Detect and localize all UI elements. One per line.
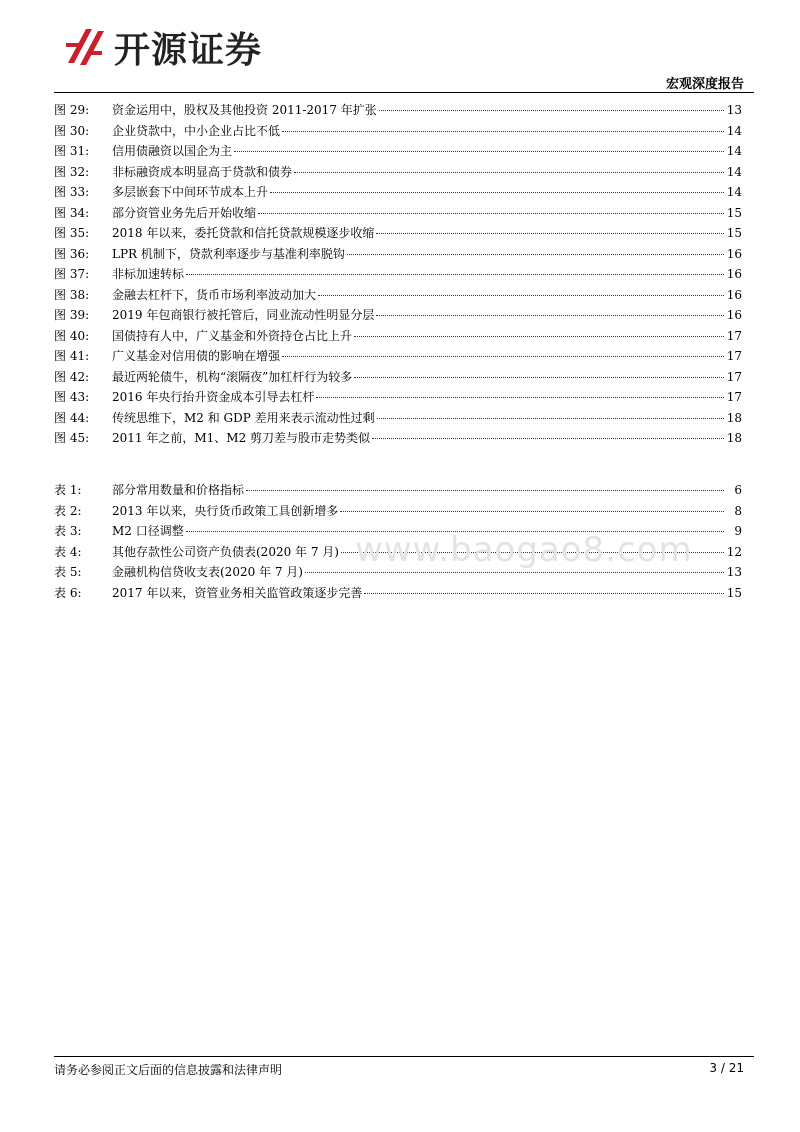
toc-entry-label: 图 31: bbox=[54, 144, 90, 158]
toc-entry-title: 非标加速转标 bbox=[112, 267, 185, 281]
toc-entry-page: 14 bbox=[726, 185, 742, 199]
toc-entry-page: 16 bbox=[726, 308, 742, 322]
toc-entry-page: 17 bbox=[726, 349, 742, 363]
toc-entry-page: 16 bbox=[726, 246, 742, 261]
toc-dot-leader bbox=[186, 274, 724, 275]
toc-entry-label: 图 44: bbox=[54, 410, 90, 425]
toc-entry-label: 图 29: bbox=[54, 103, 90, 117]
toc-entry-title: 信用债融资以国企为主 bbox=[112, 144, 233, 158]
toc-entry-page: 14 bbox=[726, 123, 742, 138]
toc-entry-page: 13 bbox=[726, 103, 742, 117]
toc-entry-title: 广义基金对信用债的影响在增强 bbox=[112, 349, 281, 363]
toc-entry-title: 2013 年以来，央行货币政策工具创新增多 bbox=[112, 503, 339, 518]
toc-entry-label: 表 1: bbox=[54, 483, 82, 497]
toc-dot-leader bbox=[340, 511, 724, 512]
toc-entry-page: 18 bbox=[726, 431, 742, 445]
toc-entry-page: 16 bbox=[726, 287, 742, 302]
toc-entry-title: 部分常用数量和价格指标 bbox=[112, 483, 245, 497]
figure-toc-entry[interactable] bbox=[54, 122, 742, 143]
figure-toc-entry[interactable] bbox=[54, 306, 742, 327]
figure-toc-entry[interactable] bbox=[54, 245, 742, 266]
figure-toc-entry[interactable] bbox=[54, 388, 742, 409]
figure-toc-entry[interactable] bbox=[54, 286, 742, 307]
toc-entry-label: 图 33: bbox=[54, 185, 90, 199]
toc-entry-label: 图 38: bbox=[54, 287, 90, 302]
toc-dot-leader bbox=[234, 151, 724, 152]
toc-entry-label: 表 3: bbox=[54, 524, 82, 538]
brand-logo bbox=[64, 22, 262, 72]
toc-entry-label: 图 39: bbox=[54, 308, 90, 322]
toc-entry-title: 2017 年以来，资管业务相关监管政策逐步完善 bbox=[112, 585, 363, 600]
toc-entry-title: 2019 年包商银行被托管后，同业流动性明显分层 bbox=[112, 308, 375, 322]
toc-entry-title: 最近两轮债牛，机构“滚隔夜”加杠杆行为较多 bbox=[112, 369, 353, 384]
toc-entry-title: 2011 年之前，M1、M2 剪刀差与股市走势类似 bbox=[112, 431, 371, 445]
toc-dot-leader bbox=[372, 438, 724, 439]
toc-entry-page: 17 bbox=[726, 328, 742, 343]
toc-entry-page: 15 bbox=[726, 585, 742, 600]
toc-entry-label: 图 37: bbox=[54, 267, 90, 281]
toc-dot-leader bbox=[364, 593, 724, 594]
toc-entry-label: 图 43: bbox=[54, 390, 90, 404]
toc-dot-leader bbox=[376, 315, 724, 316]
toc-entry-page: 13 bbox=[726, 565, 742, 579]
figure-toc-entry[interactable] bbox=[54, 368, 742, 389]
toc-dot-leader bbox=[258, 213, 724, 214]
toc-entry-label: 图 36: bbox=[54, 246, 90, 261]
toc-entry-title: M2 口径调整 bbox=[112, 524, 184, 538]
figure-toc-entry[interactable] bbox=[54, 347, 742, 368]
toc-entry-label: 表 5: bbox=[54, 565, 82, 579]
page-header bbox=[0, 0, 800, 95]
footer-divider bbox=[54, 1056, 754, 1057]
toc-entry-page: 8 bbox=[734, 503, 742, 518]
toc-entry-page: 18 bbox=[726, 410, 742, 425]
toc-dot-leader bbox=[246, 490, 724, 491]
toc-entry-title: 传统思维下，M2 和 GDP 差用来表示流动性过剩 bbox=[112, 410, 375, 425]
figure-toc-entry[interactable] bbox=[54, 224, 742, 245]
toc-entry-title: 其他存款性公司资产负债表(2020 年 7 月) bbox=[112, 544, 339, 559]
toc-entry-label: 图 30: bbox=[54, 123, 90, 138]
figure-toc-entry[interactable] bbox=[54, 142, 742, 163]
figure-toc-entry[interactable] bbox=[54, 163, 742, 184]
watermark: www.baogao8.com bbox=[355, 530, 693, 570]
figure-toc-entry[interactable] bbox=[54, 429, 742, 450]
toc-entry-title: 企业贷款中，中小企业占比不低 bbox=[112, 123, 281, 138]
toc-entry-page: 17 bbox=[726, 390, 742, 404]
toc-entry-page: 15 bbox=[726, 205, 742, 220]
toc-entry-title: 2016 年央行抬升资金成本引导去杠杆 bbox=[112, 390, 315, 404]
toc-entry-label: 表 4: bbox=[54, 544, 82, 559]
toc-entry-label: 图 35: bbox=[54, 226, 90, 240]
toc-dot-leader bbox=[379, 110, 724, 111]
toc-entry-title: 金融机构信贷收支表(2020 年 7 月) bbox=[112, 565, 303, 579]
toc-entry-title: 部分资管业务先后开始收缩 bbox=[112, 205, 257, 220]
table-toc-entry[interactable] bbox=[54, 481, 742, 502]
toc-dot-leader bbox=[318, 295, 724, 296]
figure-toc-entry[interactable] bbox=[54, 204, 742, 225]
toc-entry-title: 国债持有人中，广义基金和外资持仓占比上升 bbox=[112, 328, 353, 343]
toc-entry-title: LPR 机制下，贷款利率逐步与基准利率脱钩 bbox=[112, 246, 345, 261]
toc-dot-leader bbox=[354, 377, 724, 378]
kaiyuan-logo-icon bbox=[64, 23, 106, 71]
header-divider bbox=[54, 92, 754, 93]
toc-dot-leader bbox=[282, 131, 724, 132]
toc-entry-label: 表 6: bbox=[54, 585, 82, 600]
toc-entry-label: 图 40: bbox=[54, 328, 90, 343]
toc-entry-title: 多层嵌套下中间环节成本上升 bbox=[112, 185, 269, 199]
toc-dot-leader bbox=[347, 254, 724, 255]
figure-list bbox=[54, 101, 742, 450]
page-number: 3 / 21 bbox=[709, 1061, 744, 1075]
toc-entry-page: 6 bbox=[734, 483, 742, 497]
toc-entry-title: 资金运用中，股权及其他投资 2011-2017 年扩张 bbox=[112, 103, 377, 117]
footer-disclaimer: 请务必参阅正文后面的信息披露和法律声明 bbox=[54, 1063, 283, 1077]
toc-entry-label: 图 41: bbox=[54, 349, 90, 363]
toc-dot-leader bbox=[377, 418, 724, 419]
toc-entry-label: 图 34: bbox=[54, 205, 90, 220]
toc-entry-title: 2018 年以来，委托贷款和信托贷款规模逐步收缩 bbox=[112, 226, 375, 240]
toc-dot-leader bbox=[305, 572, 724, 573]
figure-toc-entry[interactable] bbox=[54, 409, 742, 430]
toc-entry-page: 17 bbox=[726, 369, 742, 384]
toc-entry-title: 非标融资成本明显高于贷款和债券 bbox=[112, 164, 293, 179]
table-toc-entry[interactable] bbox=[54, 502, 742, 523]
toc-entry-page: 14 bbox=[726, 144, 742, 158]
toc-dot-leader bbox=[270, 192, 724, 193]
toc-dot-leader bbox=[282, 356, 724, 357]
toc-entry-label: 图 32: bbox=[54, 164, 90, 179]
toc-entry-label: 图 45: bbox=[54, 431, 90, 445]
toc-entry-page: 14 bbox=[726, 164, 742, 179]
figure-toc-entry[interactable] bbox=[54, 265, 742, 286]
toc-entry-label: 表 2: bbox=[54, 503, 82, 518]
toc-entry-title: 金融去杠杆下，货币市场利率波动加大 bbox=[112, 287, 317, 302]
toc-entry-page: 12 bbox=[726, 544, 742, 559]
toc-entry-page: 16 bbox=[726, 267, 742, 281]
toc-entry-page: 9 bbox=[734, 524, 742, 538]
toc-dot-leader bbox=[316, 397, 724, 398]
figure-toc-entry[interactable] bbox=[54, 101, 742, 122]
toc-dot-leader bbox=[294, 172, 724, 173]
table-toc-entry[interactable] bbox=[54, 584, 742, 605]
toc-entry-page: 15 bbox=[726, 226, 742, 240]
report-type: 宏观深度报告 bbox=[665, 77, 744, 92]
brand-name: 开源证券 bbox=[114, 29, 263, 71]
toc-entry-label: 图 42: bbox=[54, 369, 90, 384]
toc-dot-leader bbox=[376, 233, 724, 234]
figure-toc-entry[interactable] bbox=[54, 183, 742, 204]
toc-dot-leader bbox=[354, 336, 724, 337]
figure-toc-entry[interactable] bbox=[54, 327, 742, 348]
